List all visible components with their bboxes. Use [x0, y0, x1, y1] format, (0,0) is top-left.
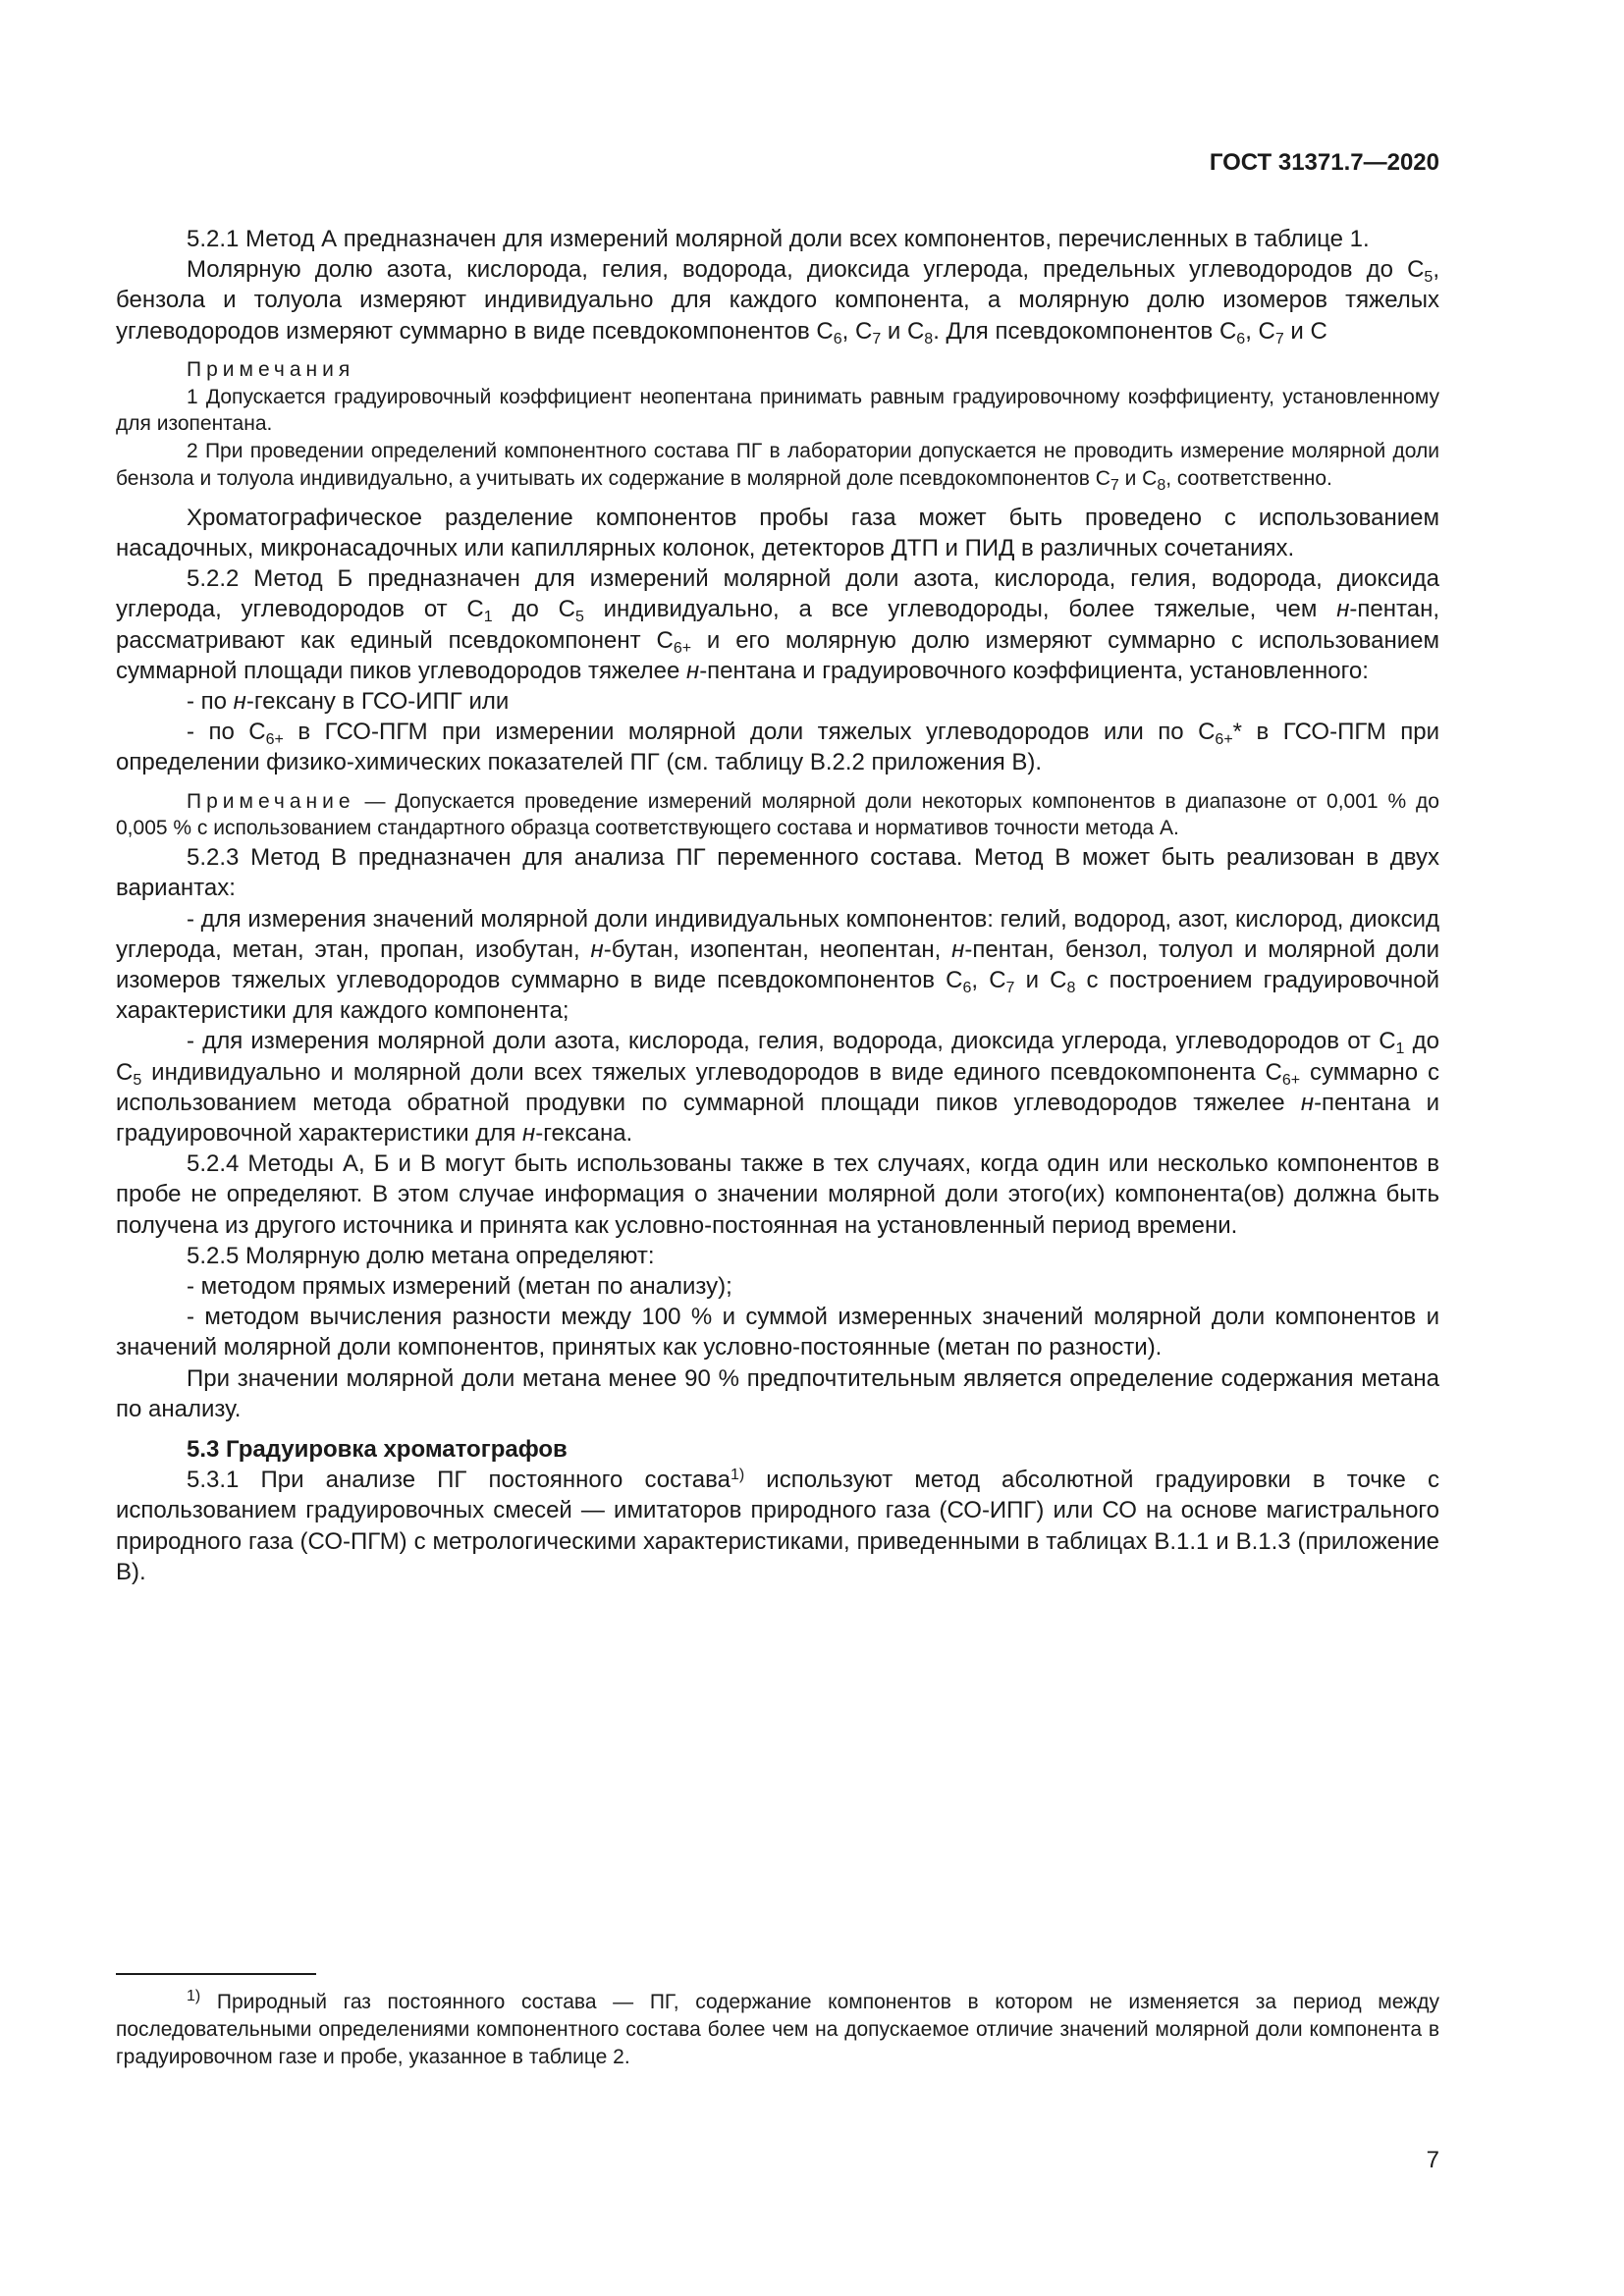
para-5-2-3: 5.2.3 Метод В предназначен для анализа ПГ переменного состава. Метод В может быть реализован в двух вариантах: — [116, 844, 1439, 902]
para-5-2-2: 5.2.2 Метод Б предназначен для измерений молярной доли азота, кислорода, гелия, водорода, диоксида углерода, углеводородов от $С_1$ до $С_5$ индивидуально, а все углеводороды, более тяжелые, чем н-пентан, рассматривают как единый псевдокомпонент $С_{6+}$ и его молярную долю измеряют суммарно с использованием суммарной площади пиков углеводородов тяжелее н-пентана и градуировочного коэффициента, установленного: — [116, 565, 1439, 684]
para-5-2-2-item-b: - по $С_{6+}$ в ГСО-ПГМ при измерении молярной доли тяжелых углеводородов или по $С_{6+}*$ в ГСО-ПГМ при определении физико-химических показателей ПГ (см. таблицу В.2.2 приложения В). — [116, 719, 1439, 776]
main-text — [116, 224, 1439, 1587]
footnote — [116, 1989, 1439, 2070]
para-5-2-1: 5.2.1 Метод А предназначен для измерений молярной доли всех компонентов, перечисленных в таблице 1. — [187, 226, 1370, 252]
para-5-2-5-item-a: - методом прямых измерений (метан по анализу); — [187, 1273, 732, 1301]
note-1: 1 Допускается градуировочный коэффициент неопентана принимать равным градуировочному коэффициенту, установленному для изопентана. — [116, 385, 1439, 436]
note-3: Примечание — Допускается проведение измерений молярной доли некоторых компонентов в диапазоне от 0,001 % до 0,005 % с использованием стандартного образца соответствующего состава и нормативов точности метода А. — [116, 789, 1439, 840]
note-2: 2 При проведении определений компонентного состава ПГ в лаборатории допускается не проводить измерение молярной доли бензола и толуола индивидуально, а учитывать их содержание в молярной доле псевдокомпонентов $С_7$ и $С_8$, соответственно. — [116, 440, 1439, 494]
para-5-2-5: 5.2.5 Молярную долю метана определяют: — [187, 1242, 655, 1269]
page-number: 7 — [1426, 2147, 1439, 2173]
para-5-2-3-item-a: - для измерения значений молярной доли индивидуальных компонентов: гелий, водород, азот, кислород, диоксид углерода, метан, этан, пропан, изобутан, н-бутан, изопентан, неопентан, н-пентан, бензол, толуол и молярной доли изомеров тяжелых углеводородов суммарно в виде псевдокомпонентов $С_6$, $С_7$ и $С_8$ с построением градуировочной характеристики для каждого компонента; — [116, 905, 1440, 1025]
para-methane-note: При значении молярной доли метана менее 90 % предпочтительным является определение содержания метана по анализу. — [116, 1364, 1439, 1422]
footnote-1: $^{1)}$ Природный газ постоянного состава — ПГ, содержание компонентов в котором не изменяется за период между последовательными определениями компонентного состава более чем на допускаемое отличие значений молярной доли компонента в градуировочном газе и пробе, указанное в таблице 2. — [116, 1988, 1439, 2068]
notes-title: Примечания — [187, 357, 355, 381]
standard-code: ГОСТ 31371.7—2020 — [1209, 149, 1439, 176]
para-chromatographic: Хроматографическое разделение компонентов пробы газа может быть проведено с использованием насадочных, микронасадочных или капиллярных колонок, детекторов ДТП и ПИД в различных сочетаниях. — [116, 504, 1439, 561]
para-5-3-1: 5.3.1 При анализе ПГ постоянного состава$^{1)}$ используют метод абсолютной градуировки в точке с использованием градуировочных смесей — имитаторов природного газа (СО-ИПГ) или СО на основе магистрального природного газа (СО-ПГМ) с метрологическими характеристиками, приведенными в таблицах В.1.1 и В.1.3 (приложение В). — [116, 1467, 1440, 1585]
section-5-3-heading: 5.3 Градуировка хроматографов — [187, 1436, 568, 1464]
footnote-separator — [116, 1973, 316, 1975]
para-molar-fraction: Молярную долю азота, кислорода, гелия, водорода, диоксида углерода, предельных углеводородов до $С_5$, бензола и толуола измеряют индивидуально для каждого компонента, а молярную долю изомеров тяжелых углеводородов измеряют суммарно в виде псевдокомпонентов $С_6$, $С_7$ и $С_8$. Для псевдокомпонентов $С_6$, $С_7$ и С — [116, 256, 1439, 347]
para-5-2-5-item-b: - методом вычисления разности между 100 % и суммой измеренных значений молярной доли компонентов и значений молярной доли компонентов, принятых как условно-постоянные (метан по разности). — [116, 1304, 1439, 1362]
para-5-2-2-item-a: - по н-гексану в ГСО-ИПГ или — [187, 688, 510, 716]
para-5-2-3-item-b: - для измерения молярной доли азота, кислорода, гелия, водорода, диоксида углерода, углеводородов от $С_1$ до $С_5$ индивидуально и молярной доли всех тяжелых углеводородов в виде единого псевдокомпонента $С_{6+}$ суммарно с использованием метода обратной продувки по суммарной площади пиков углеводородов тяжелее н-пентана и градуировочной характеристики для н-гексана. — [116, 1028, 1440, 1148]
para-5-2-4: 5.2.4 Методы А, Б и В могут быть использованы также в тех случаях, когда один или несколько компонентов в пробе не определяют. В этом случае информация о значении молярной доли этого(их) компонента(ов) должна быть получена из другого источника и принята как условно-постоянная на установленный период времени. — [116, 1150, 1439, 1239]
